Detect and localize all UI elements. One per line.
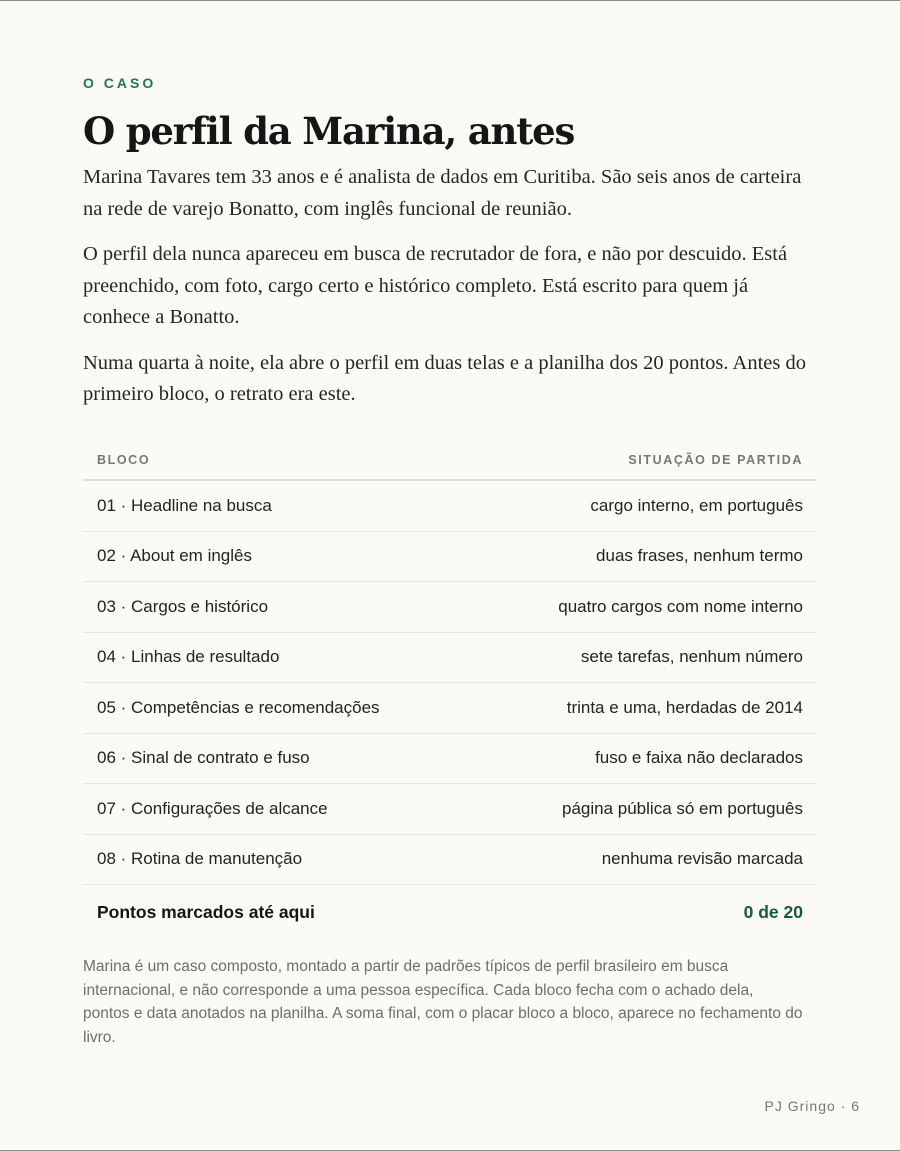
profile-table (83, 441, 817, 939)
table-total-row (83, 885, 817, 939)
row-status: página pública só em português (562, 798, 803, 818)
table-row (83, 532, 817, 583)
total-score: 0 de 20 (743, 901, 803, 922)
row-block: 01 · Headline na busca (97, 495, 272, 515)
total-label: Pontos marcados até aqui (97, 901, 315, 922)
page-title: O perfil da Marina, antes (83, 109, 575, 153)
table-row (83, 481, 817, 532)
row-block: 05 · Competências e recomendações (97, 697, 380, 717)
section-eyebrow: O CASO (83, 75, 157, 91)
paragraph: O perfil dela nunca apareceu em busca de recrutador de fora, e não por descuido. Está preenchido, com foto, cargo certo e histórico completo. Está escrito para quem já conhece a Bonatto. (83, 243, 788, 328)
table-row (83, 835, 817, 886)
paragraph: Numa quarta à noite, ela abre o perfil em duas telas e a planilha dos 20 pontos. Antes do primeiro bloco, o retrato era este. (83, 351, 806, 405)
table-row (83, 784, 817, 835)
table-row (83, 683, 817, 734)
row-status: cargo interno, em português (590, 495, 803, 515)
table-row (83, 734, 817, 785)
row-status: sete tarefas, nenhum número (580, 647, 803, 667)
page-footer: PJ Gringo · 6 (764, 1098, 860, 1114)
row-status: fuso e faixa não declarados (595, 748, 803, 768)
row-status: trinta e uma, herdadas de 2014 (566, 697, 803, 717)
row-block: 04 · Linhas de resultado (97, 647, 280, 667)
row-status: quatro cargos com nome interno (558, 596, 803, 616)
row-block: 06 · Sinal de contrato e fuso (97, 748, 310, 768)
footnote: Marina é um caso composto, montado a partir de padrões típicos de perfil brasileiro em busca internacional, e não corresponde a uma pessoa específica. Cada bloco fecha com o achado dela, pontos e data anotados na planilha. A soma final, com o placar bloco a bloco, aparece no fechamento do livro. (83, 958, 803, 1046)
row-block: 07 · Configurações de alcance (97, 798, 328, 818)
column-header-bloco: BLOCO (97, 453, 151, 467)
row-status: duas frases, nenhum termo (596, 546, 803, 566)
body-text (83, 162, 817, 425)
row-block: 08 · Rotina de manutenção (97, 849, 303, 869)
column-header-situacao: SITUAÇÃO DE PARTIDA (628, 453, 803, 467)
row-status: nenhuma revisão marcada (601, 849, 803, 869)
table-header (83, 441, 817, 481)
paragraph: Marina Tavares tem 33 anos e é analista de dados em Curitiba. São seis anos de carteira na rede de varejo Bonatto, com inglês funcional de reunião. (83, 166, 802, 220)
table-row (83, 633, 817, 684)
table-row (83, 582, 817, 633)
row-block: 02 · About em inglês (97, 546, 252, 566)
row-block: 03 · Cargos e histórico (97, 596, 269, 616)
